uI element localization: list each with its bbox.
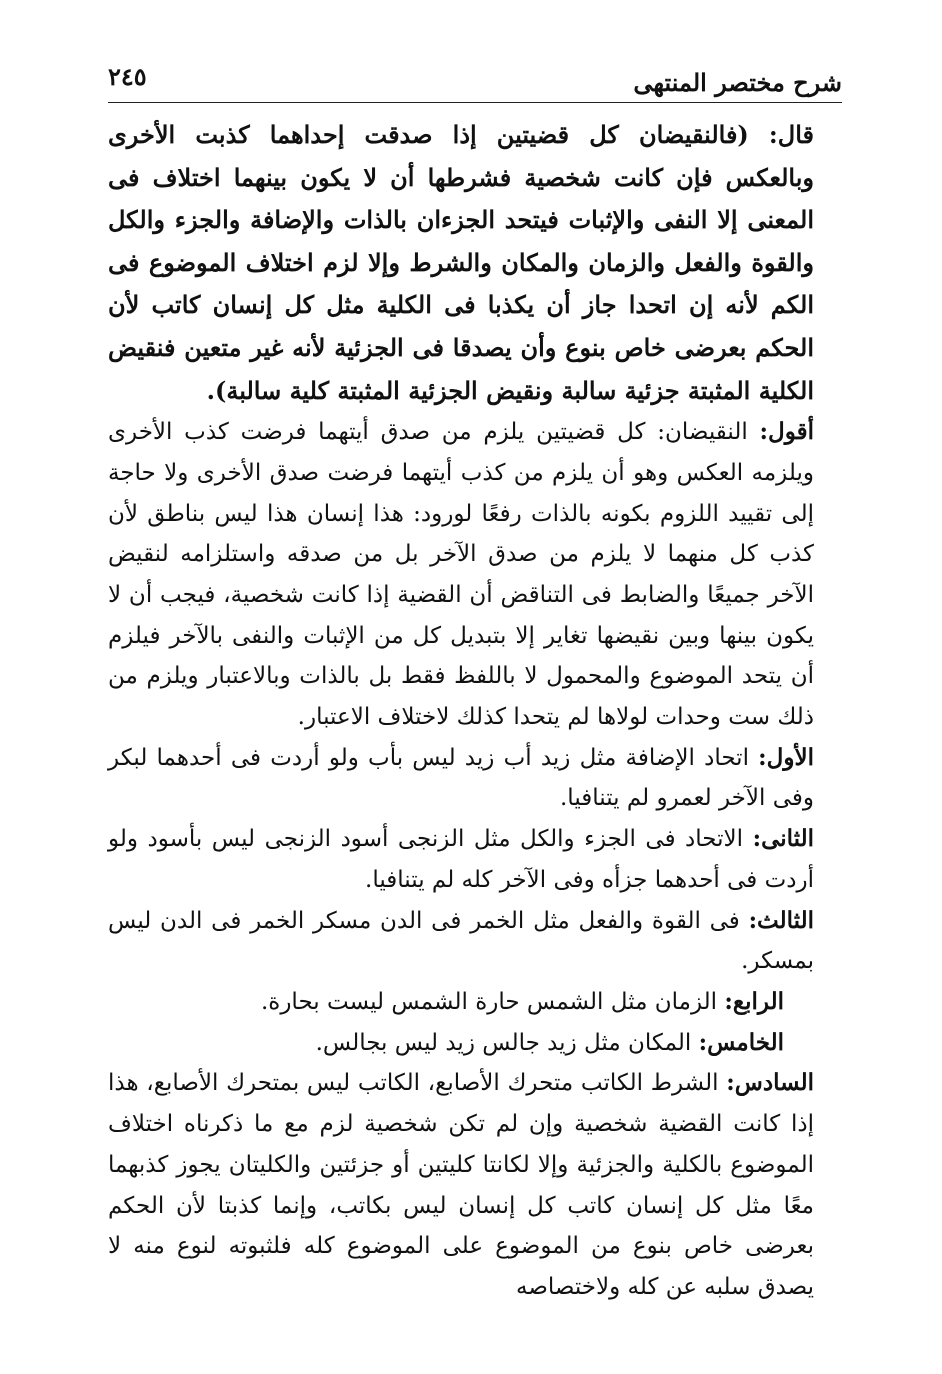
paragraph-second [108, 819, 842, 900]
paragraph-text: فى القوة والفعل مثل الخمر فى الدن مسكر الخمر فى الدن ليس بمسكر. [108, 907, 814, 975]
paragraph-lead: الثالث: [748, 906, 814, 934]
paragraph-text: الاتحاد فى الجزء والكل مثل الزنجى أسود الزنجى ليس بأسود ولو أردت فى أحدهما جزأه وفى الآخر كله لم يتنافيا. [108, 826, 814, 893]
page-number: ٢٤٥ [108, 62, 147, 91]
paragraph-text: النقيضان: كل قضيتين يلزم من صدق أيتهما فرضت كذب الأخرى ويلزمه العكس وهو أن يلزم من كذب أيتهما فرضت صدق الأخرى ولا حاجة إلى تقييد اللزوم بكونه بالذات رفعًا لورود: هذا إنسان هذا ليس بناطق لأن كذب كل منهما لا يلزم من صدق الآخر بل من صدقه واستلزامه لنقيض الآخر جميعًا والضابط فى التناقض أن القضية إذا كانت شخصية، فيجب أن لا يكون بينها وبين نقيضها تغاير إلا بتبديل كل من الإثبات والنفى بالآخر فيلزم أن يتحد الموضوع والمحمول لا باللفظ فقط بل بالذات وبالاعتبار ويلزم من ذلك ست وحدات لولاها لم يتحدا كذلك لاختلاف الاعتبار. [108, 419, 814, 731]
paragraph-text: الزمان مثل الشمس حارة الشمس ليست بحارة. [260, 989, 725, 1015]
paragraph-first [108, 738, 842, 819]
paragraph-fifth [108, 1023, 842, 1064]
paragraph-text: المكان مثل زيد جالس زيد ليس بجالس. [315, 1029, 699, 1056]
page-body [108, 114, 842, 1308]
paragraph-lead: الثانى: [752, 825, 814, 853]
paragraph-lead: الخامس: [698, 1028, 784, 1056]
paragraph-aqulu [108, 412, 842, 738]
paragraph-lead: الأول: [758, 743, 814, 771]
quoted-matn: قال: (فالنقيضان كل قضيتين إذا صدقت إحداهما كذبت الأخرى وبالعكس فإن كانت شخصية فشرطها أن لا يكون بينهما اختلاف فى المعنى إلا النفى والإثبات فيتحد الجزءان بالذات والإضافة والجزء والكل والقوة والفعل والزمان والمكان والشرط وإلا لزم اختلاف الموضوع فى الكم لأنه إن اتحدا جاز أن يكذبا فى الكلية مثل كل إنسان كاتب لأن الحكم بعرضى خاص بنوع وأن يصدقا فى الجزئية لأنه غير متعين فنقيض الكلية المثبتة جزئية سالبة ونقيض الجزئية المثبتة كلية سالبة). [108, 120, 814, 405]
paragraph-text: الشرط الكاتب متحرك الأصابع، الكاتب ليس بمتحرك الأصابع، هذا إذا كانت القضية شخصية وإن لم تكن شخصية لزم مع ما ذكرناه اختلاف الموضوع بالكلية والجزئية وإلا لكانتا كليتين أو جزئتين والكليتان يجوز كذبهما معًا مثل كل إنسان كاتب كل إنسان ليس بكاتب، وإنما كذبتا لأن الحكم بعرضى خاص بنوع من الموضوع على الموضوع كله فلثبوته لنوع منه لا يصدق سلبه عن كله ولاختصاصه [108, 1070, 814, 1300]
paragraph-lead: السادس: [726, 1069, 814, 1097]
paragraph-third [108, 901, 842, 982]
paragraph-lead: الرابع: [724, 988, 784, 1015]
running-title: شرح مختصر المنتهى [633, 68, 842, 97]
paragraph-text: اتحاد الإضافة مثل زيد أب زيد ليس بأب ولو أردت فى أحدهما لبكر وفى الآخر لعمرو لم يتنافيا. [108, 744, 814, 812]
paragraph-lead: أقول: [759, 418, 814, 446]
paragraph-fourth [108, 982, 842, 1023]
paragraph-sixth [108, 1063, 842, 1307]
page-header [108, 62, 842, 103]
